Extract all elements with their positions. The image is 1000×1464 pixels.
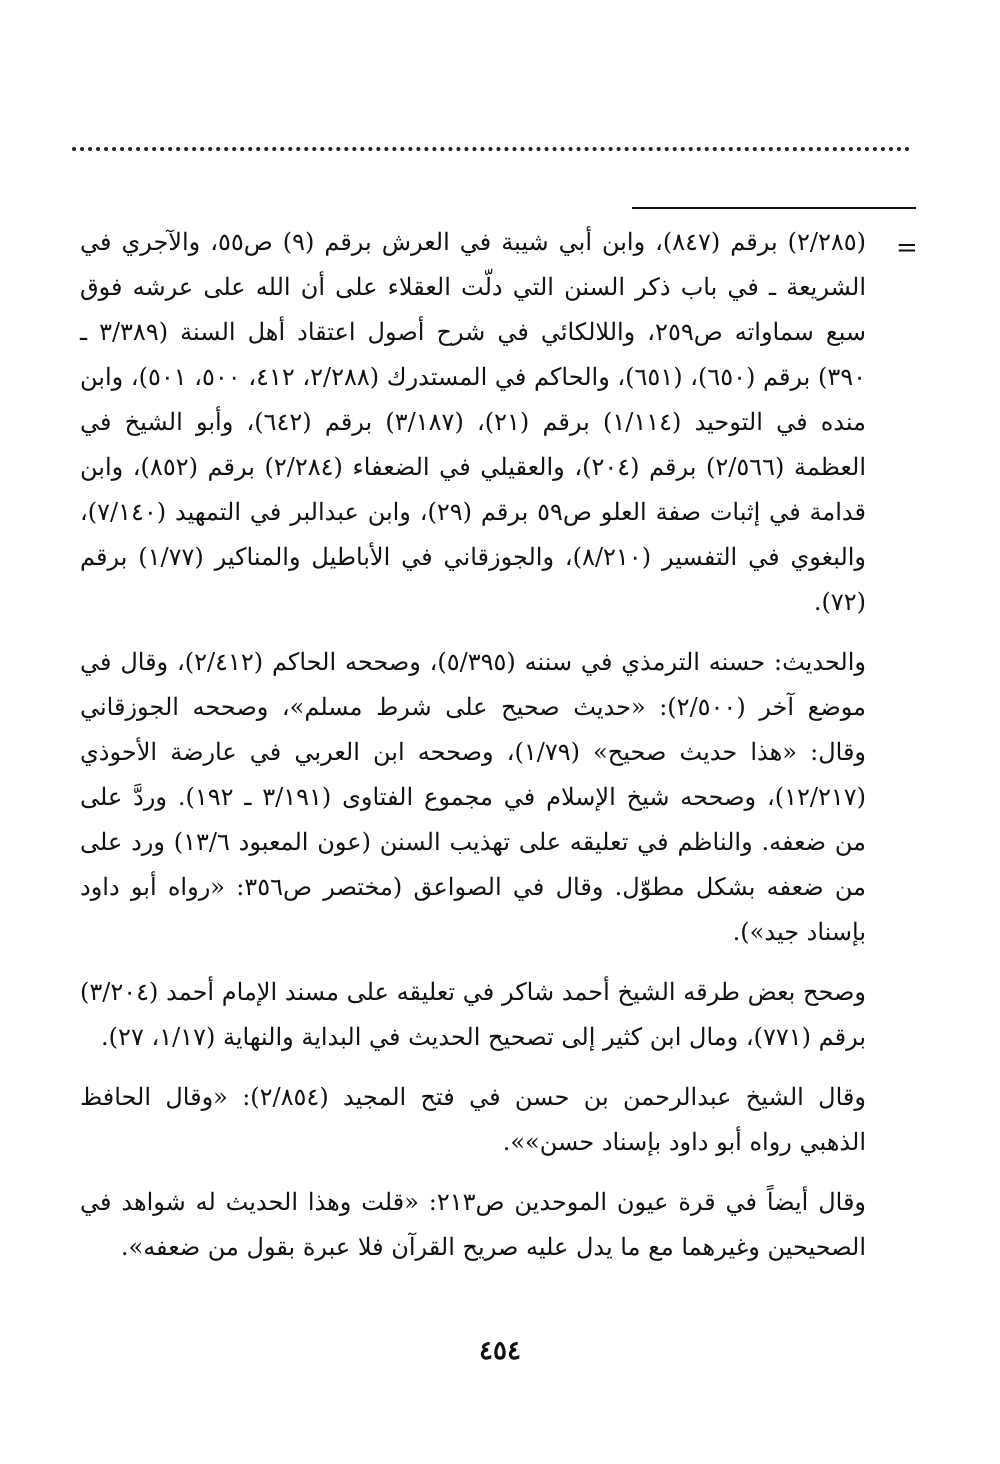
- page-number: ٤٥٤: [479, 1336, 521, 1366]
- footnote-paragraph-4: وقال الشيخ عبدالرحمن بن حسن في فتح المجيد (٢/٨٥٤): «وقال الحافظ الذهبي رواه أبو داود بإسناد حسن»».: [80, 1083, 866, 1156]
- dotted-separator: [72, 147, 910, 151]
- footnote-paragraph-2: والحديث: حسنه الترمذي في سننه (٥/٣٩٥)، وصححه الحاكم (٢/٤١٢)، وقال في موضع آخر (٢/٥٠٠): «حديث صحيح على شرط مسلم»، وصححه الجوزقاني وقال: «هذا حديث صحيح» (١/٧٩)، وصححه ابن العربي في عارضة الأحوذي (١٢/٢١٧)، وصححه شيخ الإسلام في مجموع الفتاوى (٣/١٩١ ـ ١٩٢). وردَّ على من ضعفه. والناظم في تعليقه على تهذيب السنن (عون المعبود ١٣/٦) ورد على من ضعفه بشكل مطوّل. وقال في الصواعق (مختصر ص٣٥٦: «رواه أبو داود بإسناد جيد»).: [80, 648, 867, 946]
- footnote-separator-line: [632, 207, 916, 209]
- footnotes-block: [80, 220, 866, 1285]
- footnote-continuation-mark: =: [896, 233, 918, 263]
- footnote-paragraph-3: وصحح بعض طرقه الشيخ أحمد شاكر في تعليقه على مسند الإمام أحمد (٣/٢٠٤) برقم (٧٧١)، ومال ابن كثير إلى تصحيح الحديث في البداية والنهاية (١/١٧، ٢٧).: [80, 978, 866, 1051]
- footnote-paragraph-1: (٢/٢٨٥) برقم (٨٤٧)، وابن أبي شيبة في العرش برقم (٩) ص٥٥، والآجري في الشريعة ـ في باب ذكر السنن التي دلّت العقلاء على أن الله على عرشه فوق سبع سماواته ص٢٥٩، واللالكائي في شرح أصول اعتقاد أهل السنة (٣/٣٨٩ ـ ٣٩٠) برقم (٦٥٠)، (٦٥١)، والحاكم في المستدرك (٢/٢٨٨، ٤١٢، ٥٠٠، ٥٠١)، وابن منده في التوحيد (١/١١٤) برقم (٢١)، (٣/١٨٧) برقم (٦٤٢)، وأبو الشيخ في العظمة (٢/٥٦٦) برقم (٢٠٤)، والعقيلي في الضعفاء (٢/٢٨٤) برقم (٨٥٢)، وابن قدامة في إثبات صفة العلو ص٥٩ برقم (٢٩)، وابن عبدالبر في التمهيد (٧/١٤٠)، والبغوي في التفسير (٨/٢١٠)، والجوزقاني في الأباطيل والمناكير (١/٧٧) برقم (٧٢).: [80, 228, 867, 616]
- footnote-paragraph-5: وقال أيضاً في قرة عيون الموحدين ص٢١٣: «قلت وهذا الحديث له شواهد في الصحيحين وغيرهما مع ما يدل عليه صريح القرآن فلا عبرة بقول من ضعفه».: [80, 1188, 866, 1261]
